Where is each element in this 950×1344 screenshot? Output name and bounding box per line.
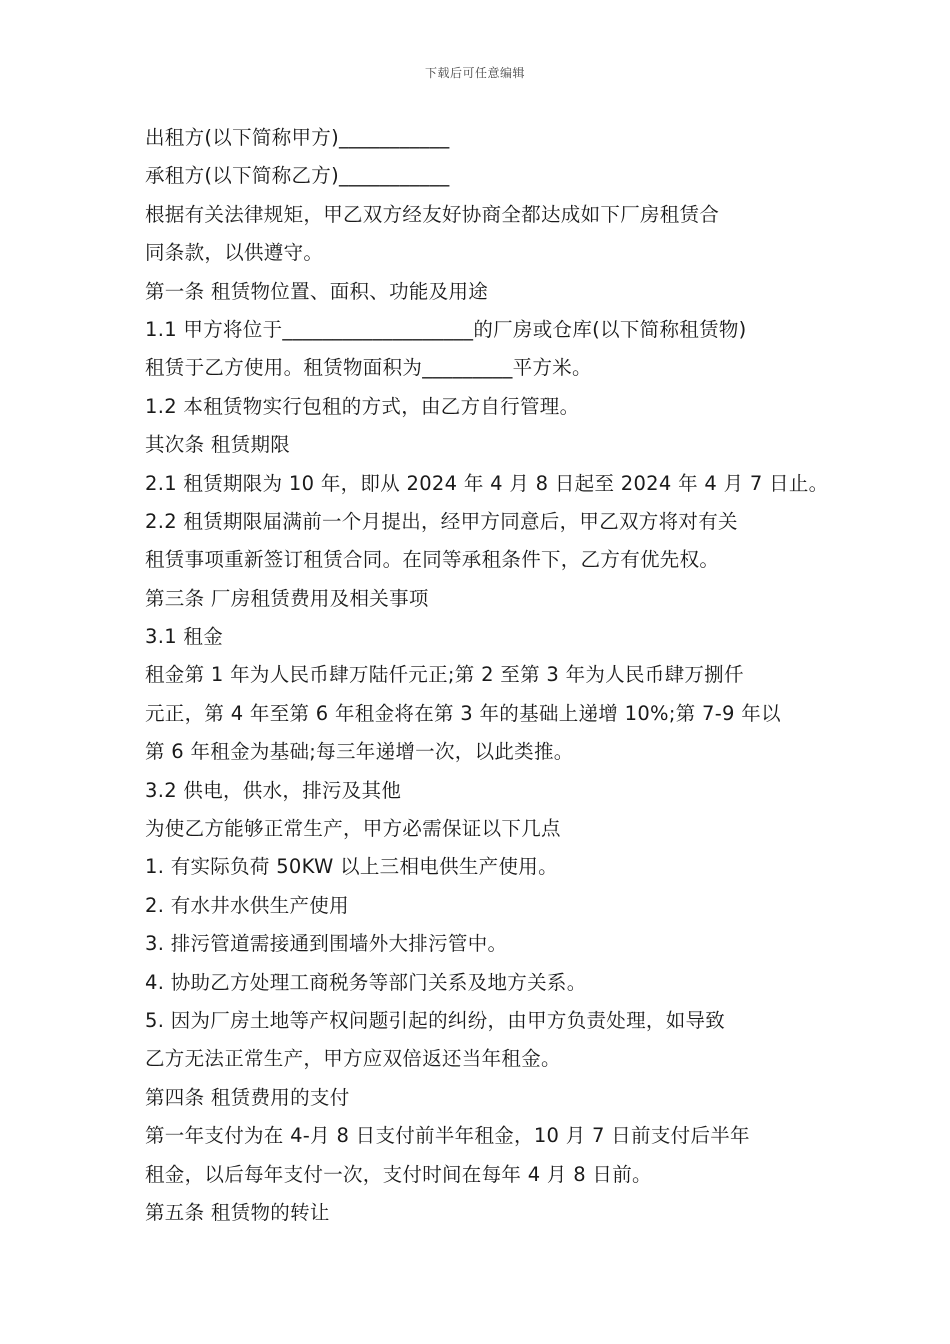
preamble-line-1: 根据有关法律规矩，甲乙双方经友好协商全都达成如下厂房租赁合: [145, 202, 720, 226]
list-item-5-line-2: 乙方无法正常生产，甲方应双倍返还当年租金。: [145, 1047, 561, 1071]
lessee-line: 承租方(以下简称乙方)___________: [145, 164, 450, 188]
article-1-heading: 第一条 租赁物位置、面积、功能及用途: [145, 279, 489, 303]
article-5-heading: 第五条 租赁物的转让: [145, 1200, 330, 1224]
clause-1-1-line-2: 租赁于乙方使用。租赁物面积为_________平方米。: [145, 356, 592, 380]
rent-line-3: 第 6 年租金为基础;每三年递增一次，以此类推。: [145, 740, 574, 764]
rent-line-1: 租金第 1 年为人民币肆万陆仟元正;第 2 至第 3 年为人民币肆万捌仟: [145, 663, 744, 687]
document-body: [145, 119, 829, 1232]
list-item-5-line-1: 5. 因为厂房土地等产权问题引起的纠纷，由甲方负责处理，如导致: [145, 1008, 726, 1032]
clause-2-2-line-1: 2.2 租赁期限届满前一个月提出，经甲方同意后，甲乙双方将对有关: [145, 509, 738, 533]
article-2-heading: 其次条 租赁期限: [145, 433, 291, 457]
clause-2-2-line-2: 租赁事项重新签订租赁合同。在同等承租条件下，乙方有优先权。: [145, 548, 720, 572]
list-item-1: 1. 有实际负荷 50KW 以上三相电供生产使用。: [145, 855, 558, 879]
list-item-4: 4. 协助乙方处理工商税务等部门关系及地方关系。: [145, 970, 587, 994]
clause-1-1-line-1: 1.1 甲方将位于___________________的厂房或仓库(以下简称租赁物): [145, 317, 747, 341]
payment-line-1: 第一年支付为在 4-月 8 日支付前半年租金，10 月 7 日前支付后半年: [145, 1124, 750, 1148]
clause-2-1: 2.1 租赁期限为 10 年，即从 2024 年 4 月 8 日起至 2024 年 4 月 7 日止。: [145, 471, 829, 495]
payment-line-2: 租金，以后每年支付一次，支付时间在每年 4 月 8 日前。: [145, 1162, 652, 1186]
clause-3-1-heading: 3.1 租金: [145, 625, 224, 649]
page-header-watermark: 下载后可任意编辑: [424, 66, 525, 80]
article-3-heading: 第三条 厂房租赁费用及相关事项: [145, 586, 429, 610]
clause-1-2: 1.2 本租赁物实行包租的方式，由乙方自行管理。: [145, 394, 580, 418]
clause-3-2-heading: 3.2 供电，供水，排污及其他: [145, 778, 402, 802]
clause-3-2-intro: 为使乙方能够正常生产，甲方必需保证以下几点: [145, 817, 561, 841]
preamble-line-2: 同条款，以供遵守。: [145, 241, 324, 265]
article-4-heading: 第四条 租赁费用的支付: [145, 1085, 350, 1109]
rent-line-2: 元正，第 4 年至第 6 年租金将在第 3 年的基础上递增 10%;第 7-9 年以: [145, 701, 781, 725]
lessor-line: 出租方(以下简称甲方)___________: [145, 126, 450, 149]
list-item-3: 3. 排污管道需接通到围墙外大排污管中。: [145, 932, 508, 956]
list-item-2: 2. 有水井水供生产使用: [145, 893, 349, 917]
